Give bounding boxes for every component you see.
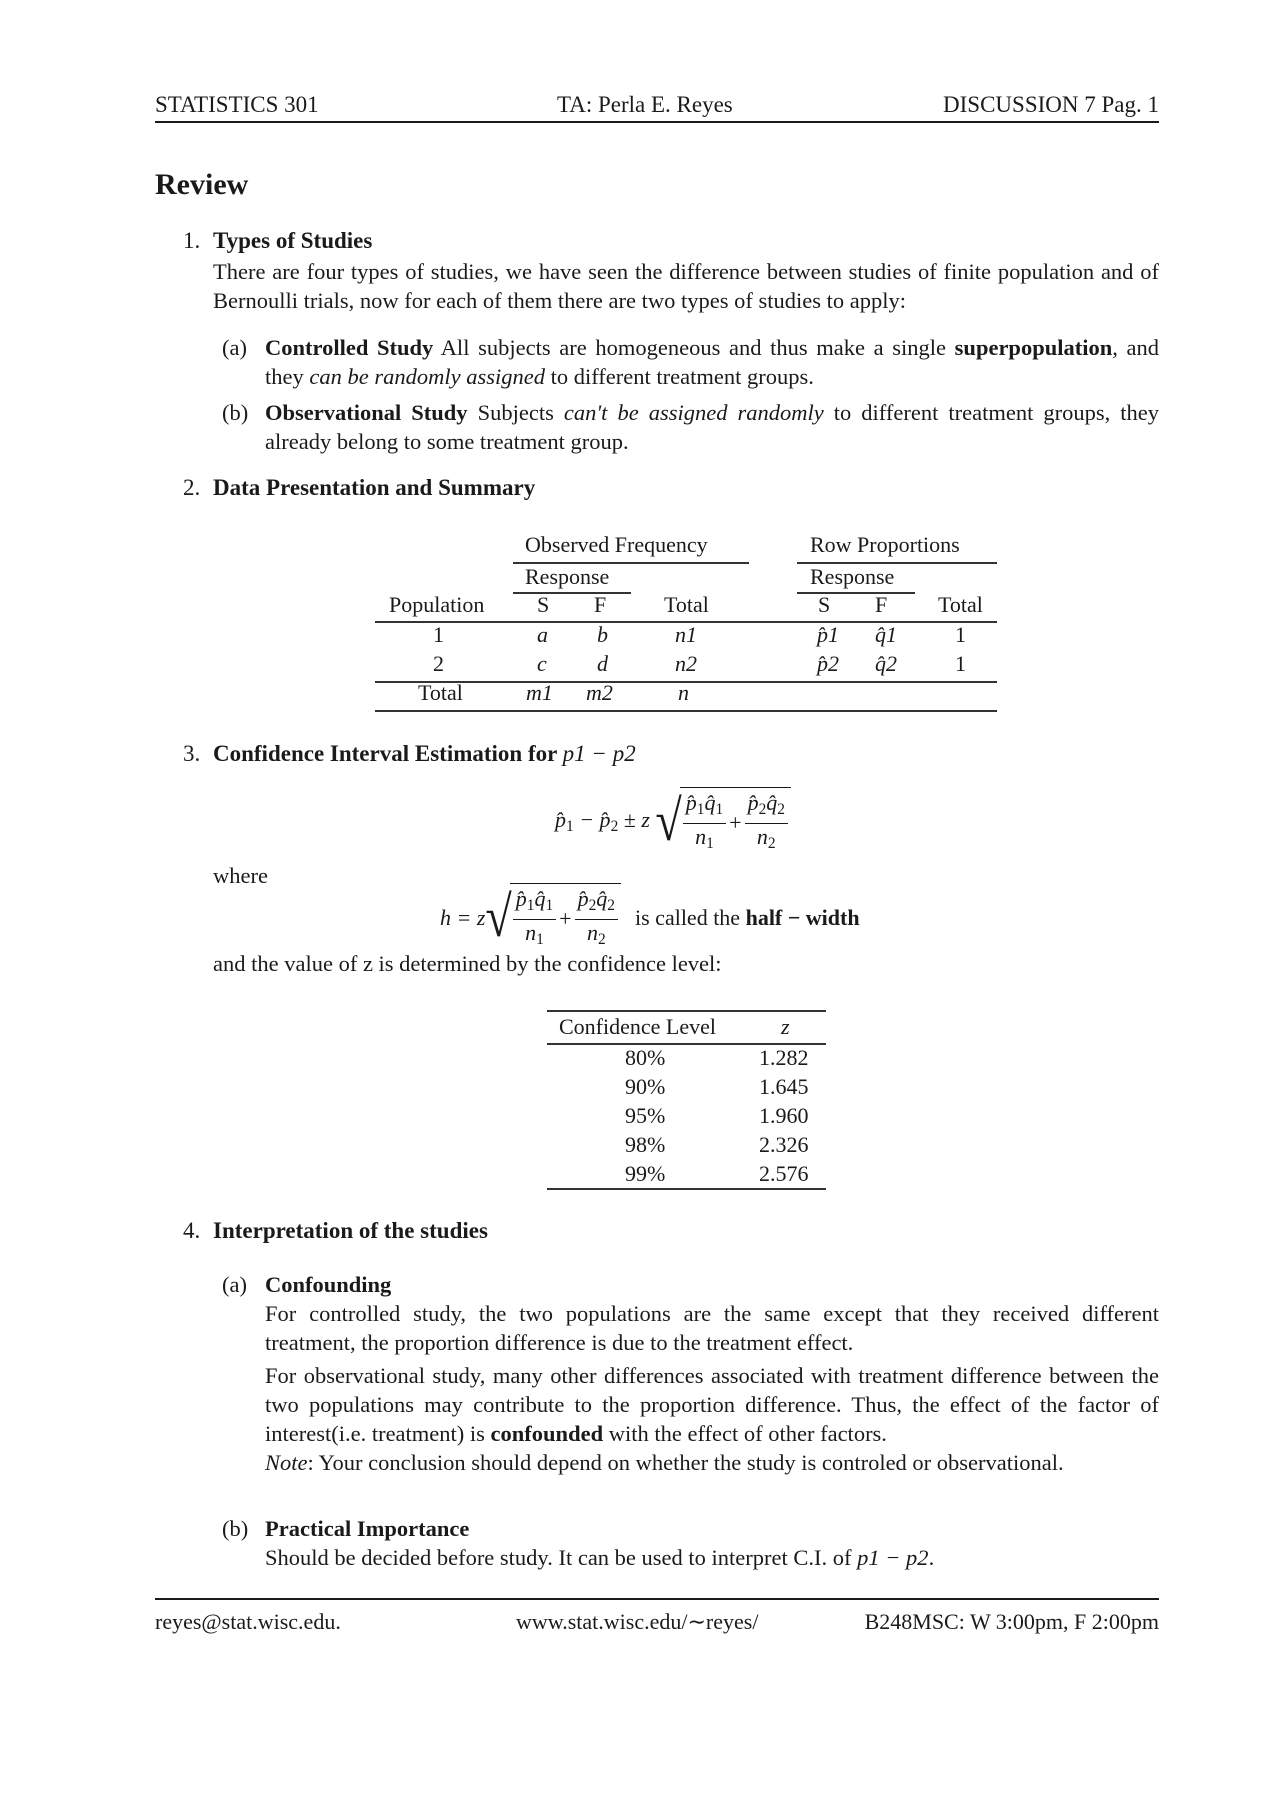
table-cell: q̂2 (875, 651, 897, 676)
section-title-math: p1 − p2 (562, 741, 636, 766)
where-text: where (213, 863, 268, 888)
item-bold: superpopulation (954, 335, 1113, 360)
item-label: (b) (222, 400, 249, 425)
header-ta: TA: Perla E. Reyes (557, 92, 733, 117)
interpretation-confounding (222, 1270, 1159, 1477)
table-cell: 1 (433, 622, 444, 647)
section-3-heading (183, 741, 636, 767)
table-cell: 95% (625, 1103, 666, 1128)
table-cell: n (678, 680, 689, 705)
section-number: 2. (183, 475, 201, 500)
column-header: Population (389, 592, 485, 617)
table-cell: 1.282 (759, 1045, 809, 1070)
item-text: Subjects (467, 400, 564, 425)
item-paragraph (265, 1361, 1159, 1448)
column-header: Confidence Level (559, 1014, 716, 1039)
table-cell: 99% (625, 1161, 666, 1186)
section-number: 1. (183, 228, 201, 253)
page-title: Review (155, 168, 249, 201)
item-text: with the effect of other factors. (603, 1421, 887, 1446)
sub-header-response: Response (810, 564, 895, 589)
item-text: All subjects are homogeneous and thus make a single (433, 335, 955, 360)
section-1-intro: There are four types of studies, we have seen the difference between studies of finite population and of Bernoulli trials, now for each of them there are two types of studies to apply: (213, 259, 1159, 313)
footer-rule (155, 1598, 1159, 1600)
column-header: F (875, 592, 888, 617)
item-text: Should be decided before study. It can be used to interpret C.I. of (265, 1545, 858, 1570)
sub-header-response: Response (525, 564, 610, 589)
column-header: z (781, 1014, 790, 1039)
section-title: Types of Studies (213, 228, 373, 253)
rule (375, 710, 997, 712)
item-body (265, 398, 1159, 456)
halfwidth-formula (440, 883, 860, 953)
header-course: STATISTICS 301 (155, 92, 319, 117)
note-label: Note (265, 1450, 308, 1475)
rule (797, 592, 915, 594)
section-4-heading (183, 1218, 488, 1244)
item-math: p1 − p2 (857, 1545, 929, 1570)
note (265, 1448, 1159, 1477)
item-body (265, 1514, 1159, 1572)
item-italic: can be randomly assigned (309, 364, 545, 389)
footer-email[interactable]: reyes@stat.wisc.edu. (155, 1609, 341, 1634)
table-cell: n1 (675, 622, 697, 647)
frequency-table (375, 532, 997, 712)
ci-formula-text: $p̂_1$ − $p̂_2 \pm z$ (555, 806, 650, 835)
table-cell: p̂1 (817, 622, 839, 647)
item-term: Observational Study (265, 400, 468, 425)
z-column (759, 1043, 809, 1188)
table-cell: a (537, 622, 548, 647)
study-type-observational (222, 398, 1159, 456)
item-term: Practical Importance (265, 1516, 470, 1541)
item-paragraph: For controlled study, the two populations are the same except that they received different treatment, the proportion difference is due to the treatment effect. (265, 1301, 1159, 1355)
table-cell: d (597, 651, 608, 676)
item-text: to different treatment groups, they already belong to some treatment group. (265, 400, 1160, 454)
header-rule (155, 121, 1159, 123)
table-cell: 90% (625, 1074, 666, 1099)
note-text: : Your conclusion should depend on whether the study is controled or observational. (307, 1450, 1064, 1475)
item-term: Confounding (265, 1272, 392, 1297)
table-cell: Total (418, 680, 463, 705)
header-page: DISCUSSION 7 Pag. 1 (943, 92, 1159, 117)
table-cell: 98% (625, 1132, 666, 1157)
section-title: Data Presentation and Summary (213, 475, 536, 500)
item-label: (a) (222, 1272, 247, 1297)
table-cell: 2.576 (759, 1161, 809, 1186)
item-term: Controlled Study (265, 335, 434, 360)
footer-url[interactable]: www.stat.wisc.edu/∼reyes/ (516, 1609, 759, 1634)
column-header: F (594, 592, 607, 617)
table-cell: 1.645 (759, 1074, 809, 1099)
level-column (625, 1043, 665, 1188)
table-cell: 80% (625, 1045, 666, 1070)
item-body (265, 1270, 1159, 1477)
section-2-heading (183, 475, 535, 501)
table-cell: b (597, 622, 608, 647)
table-cell: 1 (955, 651, 966, 676)
table-cell: m2 (586, 680, 613, 705)
z-table (547, 1010, 826, 1190)
study-type-controlled (222, 333, 1159, 391)
sqrt-icon: √ $\frac{p̂_1q̂_1}{n_1}$ + $\frac{p̂_2q̂_2}{n_2}$ (655, 787, 791, 857)
group-header-observed: Observed Frequency (525, 532, 708, 557)
table-cell: 2.326 (759, 1132, 809, 1157)
section-1-heading (183, 228, 372, 254)
table-cell: 1.960 (759, 1103, 809, 1128)
item-label: (b) (222, 1516, 249, 1541)
interpretation-practical (222, 1514, 1159, 1572)
ci-formula (555, 787, 791, 857)
section-number: 4. (183, 1218, 201, 1243)
halfwidth-text: is called the (635, 904, 741, 930)
rule (547, 1010, 826, 1012)
table-cell: c (537, 651, 547, 676)
table-cell: n2 (675, 651, 697, 676)
table-cell: m1 (526, 680, 553, 705)
sqrt-icon: √ $\frac{p̂_1q̂_1}{n_1}$ + $\frac{p̂_2q̂_2}{n_2}$ (485, 883, 621, 953)
item-body (265, 333, 1159, 391)
table-cell: 1 (955, 622, 966, 647)
group-header-proportions: Row Proportions (810, 532, 960, 557)
rule (513, 592, 631, 594)
rule (547, 1188, 826, 1190)
section-title: Interpretation of the studies (213, 1218, 488, 1243)
table-cell: q̂1 (875, 622, 897, 647)
item-bold: confounded (490, 1421, 604, 1446)
column-header: S (818, 592, 831, 617)
section-title: Confidence Interval Estimation for (213, 741, 557, 766)
table-cell: p̂2 (817, 651, 839, 676)
item-text: For observational study, many other differences associated with treatment difference between the two populations may contribute to the proportion difference. Thus, the effect of the factor of interest(i.e. treatment) is (265, 1363, 1159, 1446)
item-label: (a) (222, 335, 247, 360)
item-italic: can't be assigned randomly (563, 400, 824, 425)
halfwidth-term: half − width (745, 904, 860, 930)
section-number: 3. (183, 741, 201, 766)
footer-office-hours: B248MSC: W 3:00pm, F 2:00pm (864, 1609, 1159, 1634)
column-header: Total (938, 592, 983, 617)
column-header: S (537, 592, 550, 617)
h-equals: h = z (440, 904, 486, 930)
item-text: , and they (265, 335, 1159, 389)
item-text: to different treatment groups. (544, 364, 814, 389)
item-paragraph: Should be decided before study. It can be used to interpret C.I. of p1 − p2. (265, 1545, 935, 1570)
table-cell: 2 (433, 651, 444, 676)
column-header: Total (664, 592, 709, 617)
z-explanation: and the value of z is determined by the confidence level: (213, 951, 722, 976)
